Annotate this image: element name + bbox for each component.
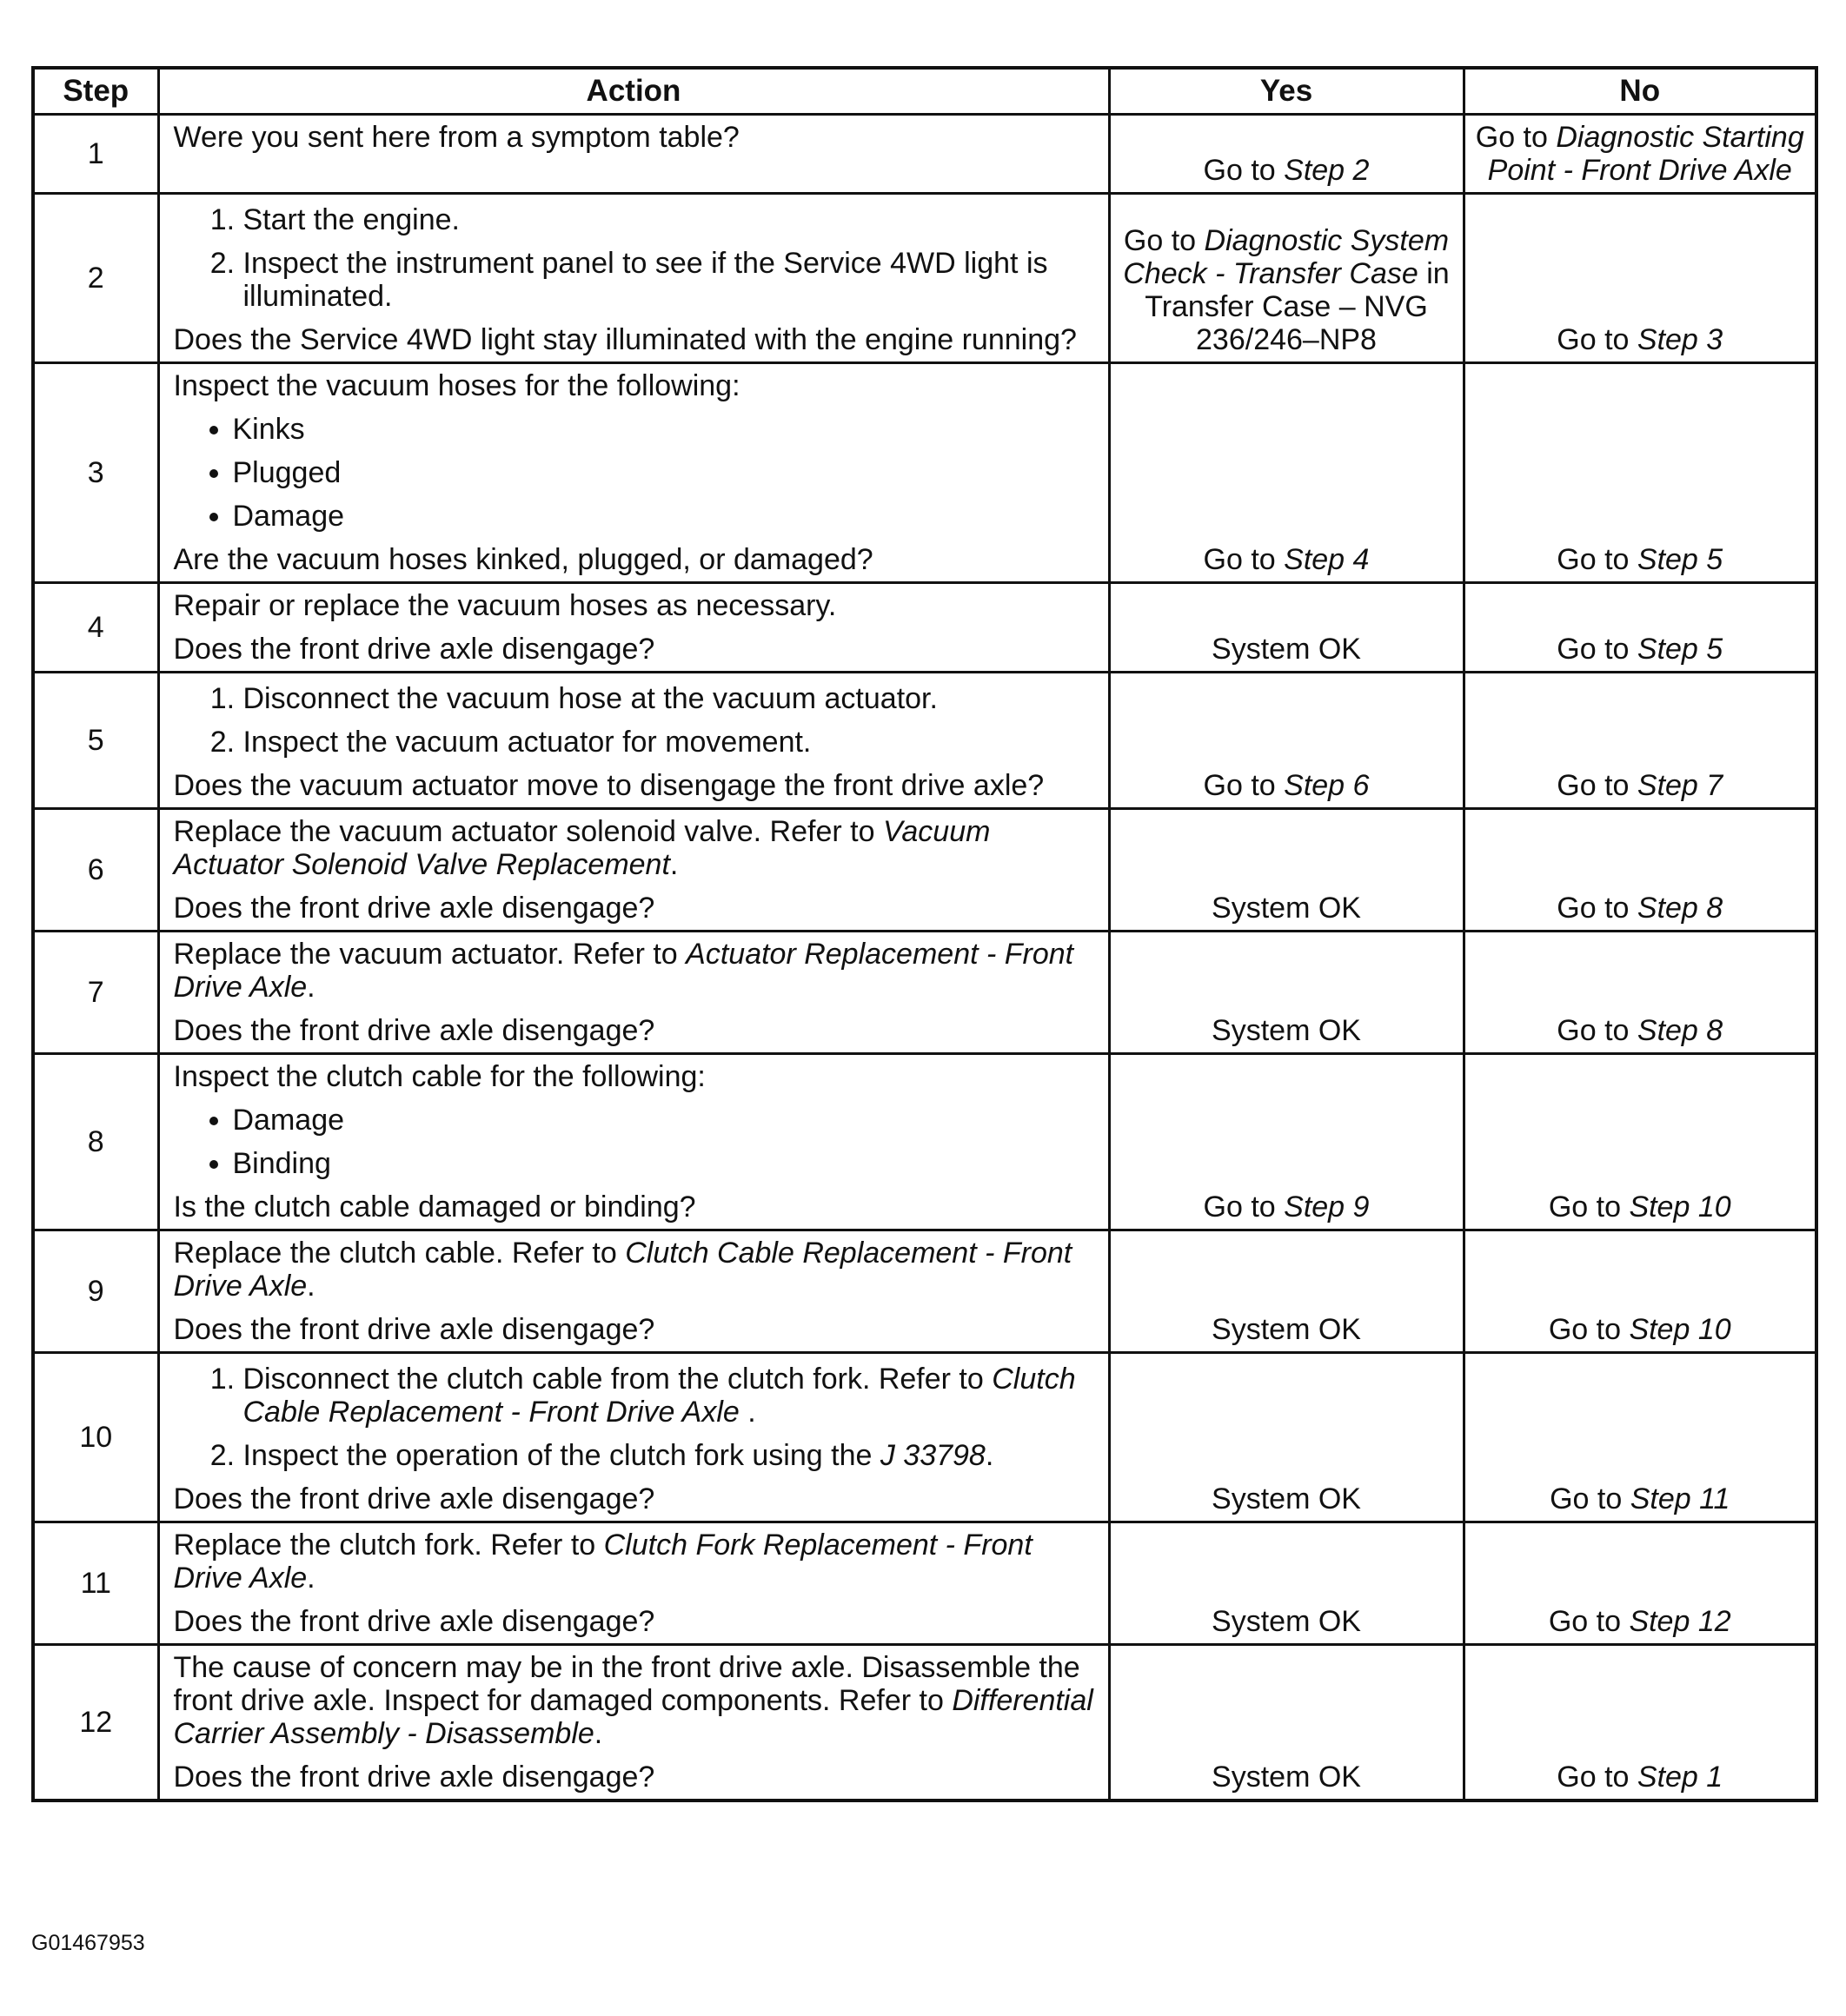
text-run: Go to — [1550, 1482, 1630, 1515]
table-row — [33, 363, 1816, 583]
yes-cell — [1109, 1645, 1464, 1801]
yes-cell — [1109, 809, 1464, 932]
text-run: System OK — [1212, 633, 1361, 666]
reference-text: Clutch Fork Replacement - Front Drive Axle — [173, 1529, 1033, 1595]
action-cell — [158, 115, 1109, 194]
action-cell — [158, 1353, 1109, 1522]
action-paragraph — [174, 1014, 1099, 1047]
reference-text: Clutch Cable Replacement - Front Drive Axle — [242, 1363, 1076, 1429]
table-row — [33, 115, 1816, 194]
text-run: Go to — [1203, 769, 1285, 802]
action-cell — [158, 194, 1109, 363]
text-run: Does the front drive axle disengage? — [173, 1014, 655, 1047]
text-run: . — [307, 971, 315, 1004]
step-number: 5 — [33, 673, 158, 809]
action-paragraph — [174, 1190, 1099, 1224]
diagnostic-table — [31, 66, 1818, 1802]
list-item — [233, 1147, 1099, 1180]
reference-text: Actuator Replacement - Front Drive Axle — [173, 938, 1074, 1004]
step-number: 10 — [33, 1353, 158, 1522]
action-cell — [158, 1645, 1109, 1801]
list-item — [243, 1363, 1099, 1429]
text-run: Does the front drive axle disengage? — [173, 1313, 655, 1346]
yes-cell — [1109, 194, 1464, 363]
text-run: Inspect the operation of the clutch fork using the — [242, 1439, 880, 1472]
text-run: Disconnect the clutch cable from the clutch fork. Refer to — [242, 1363, 993, 1396]
text-run: Inspect the instrument panel to see if the Service 4WD light is illuminated. — [242, 247, 1048, 313]
reference-text: Diagnostic System Check - Transfer Case — [1123, 224, 1450, 290]
reference-text: Differential Carrier Assembly - Disassemble — [173, 1684, 1093, 1750]
list-item — [233, 1104, 1099, 1137]
action-cell — [158, 809, 1109, 932]
reference-text: Step 10 — [1629, 1313, 1731, 1346]
action-paragraph — [174, 633, 1099, 666]
text-run: . — [594, 1717, 603, 1750]
no-cell — [1464, 115, 1816, 194]
text-run: Go to — [1557, 1014, 1637, 1047]
action-cell — [158, 1522, 1109, 1645]
no-cell — [1464, 1645, 1816, 1801]
reference-text: Step 8 — [1637, 892, 1723, 925]
table-row — [33, 1230, 1816, 1353]
step-number: 1 — [33, 115, 158, 194]
numbered-list — [174, 203, 1099, 313]
text-run: Inspect the vacuum actuator for movement. — [242, 726, 812, 759]
action-paragraph — [174, 815, 1099, 881]
yes-cell — [1109, 1230, 1464, 1353]
reference-text: Step 9 — [1284, 1190, 1370, 1224]
action-cell — [158, 1054, 1109, 1230]
header-action: Action — [158, 68, 1109, 115]
step-number: 8 — [33, 1054, 158, 1230]
text-run: System OK — [1212, 1761, 1361, 1794]
action-paragraph — [174, 369, 1099, 402]
text-run: Go to — [1123, 224, 1205, 257]
reference-text: Step 3 — [1637, 323, 1723, 356]
text-run: Are the vacuum hoses kinked, plugged, or damaged? — [173, 543, 873, 576]
text-run: Damage — [232, 1104, 345, 1137]
text-run: Go to — [1548, 1605, 1630, 1638]
text-run: The cause of concern may be in the front drive axle. Disassemble the front drive axle. Inspect for damaged components. Refer to — [173, 1651, 1080, 1717]
text-run: . — [669, 848, 679, 881]
no-cell — [1464, 1230, 1816, 1353]
text-run: Go to — [1557, 892, 1637, 925]
text-run: Does the vacuum actuator move to disengage the front drive axle? — [173, 769, 1045, 802]
list-item — [243, 1439, 1099, 1472]
text-run: System OK — [1212, 1605, 1361, 1638]
no-cell — [1464, 1353, 1816, 1522]
figure-id: G01467953 — [31, 1931, 145, 1955]
yes-cell — [1109, 583, 1464, 673]
text-run: System OK — [1212, 892, 1361, 925]
no-cell — [1464, 1054, 1816, 1230]
text-run: Go to — [1203, 154, 1285, 187]
action-paragraph — [174, 121, 1099, 154]
text-run: Repair or replace the vacuum hoses as necessary. — [173, 589, 837, 622]
text-run: Go to — [1557, 769, 1637, 802]
table-row — [33, 1353, 1816, 1522]
action-cell — [158, 363, 1109, 583]
action-paragraph — [174, 1605, 1099, 1638]
table-row — [33, 932, 1816, 1054]
action-paragraph — [174, 1313, 1099, 1346]
text-run: Go to — [1548, 1190, 1630, 1224]
reference-text: Step 12 — [1629, 1605, 1731, 1638]
no-cell — [1464, 363, 1816, 583]
reference-text: Diagnostic Starting Point - Front Drive Axle — [1487, 121, 1804, 187]
reference-text: Step 5 — [1637, 633, 1723, 666]
yes-cell — [1109, 1353, 1464, 1522]
text-run: Binding — [232, 1147, 331, 1180]
table-row — [33, 1522, 1816, 1645]
yes-cell — [1109, 1054, 1464, 1230]
list-item — [233, 456, 1099, 489]
list-item — [233, 500, 1099, 533]
reference-text: Step 2 — [1284, 154, 1370, 187]
text-run: . — [739, 1396, 756, 1429]
step-number: 3 — [33, 363, 158, 583]
no-cell — [1464, 194, 1816, 363]
step-number: 2 — [33, 194, 158, 363]
text-run: Go to — [1203, 1190, 1285, 1224]
action-paragraph — [174, 938, 1099, 1004]
no-cell — [1464, 583, 1816, 673]
no-cell — [1464, 1522, 1816, 1645]
numbered-list — [174, 682, 1099, 759]
text-run: Replace the vacuum actuator. Refer to — [173, 938, 687, 971]
reference-text: Step 4 — [1284, 543, 1370, 576]
text-run: System OK — [1212, 1482, 1361, 1515]
header-no: No — [1464, 68, 1816, 115]
text-run: Replace the clutch fork. Refer to — [173, 1529, 604, 1562]
bullet-list — [174, 1104, 1099, 1180]
yes-cell — [1109, 363, 1464, 583]
step-number: 9 — [33, 1230, 158, 1353]
no-cell — [1464, 673, 1816, 809]
action-cell — [158, 932, 1109, 1054]
text-run: System OK — [1212, 1014, 1361, 1047]
action-paragraph — [174, 1237, 1099, 1303]
reference-text: Step 8 — [1637, 1014, 1723, 1047]
action-paragraph — [174, 1529, 1099, 1595]
reference-text: Step 11 — [1630, 1482, 1730, 1515]
text-run: Is the clutch cable damaged or binding? — [173, 1190, 696, 1224]
yes-cell — [1109, 673, 1464, 809]
list-item — [243, 682, 1099, 715]
text-run: Plugged — [232, 456, 342, 489]
text-run: Disconnect the vacuum hose at the vacuum actuator. — [242, 682, 938, 715]
text-run: . — [985, 1439, 994, 1472]
text-run: Inspect the vacuum hoses for the following: — [173, 369, 740, 402]
table-row — [33, 1054, 1816, 1230]
action-cell — [158, 1230, 1109, 1353]
action-paragraph — [174, 589, 1099, 622]
reference-text: Step 5 — [1637, 543, 1723, 576]
action-paragraph — [174, 892, 1099, 925]
header-yes: Yes — [1109, 68, 1464, 115]
text-run: Go to — [1557, 323, 1637, 356]
table-row — [33, 809, 1816, 932]
reference-text: Step 6 — [1284, 769, 1370, 802]
reference-text: Vacuum Actuator Solenoid Valve Replacement — [173, 815, 991, 881]
text-run: Does the front drive axle disengage? — [173, 633, 655, 666]
action-paragraph — [174, 323, 1099, 356]
text-run: Does the front drive axle disengage? — [173, 1482, 655, 1515]
yes-cell — [1109, 1522, 1464, 1645]
text-run: Does the front drive axle disengage? — [173, 892, 655, 925]
text-run: Replace the vacuum actuator solenoid valve. Refer to — [173, 815, 883, 848]
text-run: Go to — [1548, 1313, 1630, 1346]
text-run: Kinks — [232, 413, 305, 446]
reference-text: Clutch Cable Replacement - Front Drive Axle — [173, 1237, 1072, 1303]
text-run: Were you sent here from a symptom table? — [173, 121, 740, 154]
text-run: Go to — [1557, 543, 1637, 576]
action-paragraph — [174, 1761, 1099, 1794]
action-paragraph — [174, 1482, 1099, 1515]
text-run: in Transfer Case – NVG 236/246–NP8 — [1145, 257, 1450, 356]
action-paragraph — [174, 769, 1099, 802]
text-run: Start the engine. — [242, 203, 461, 236]
table-row — [33, 1645, 1816, 1801]
text-run: Damage — [232, 500, 345, 533]
text-run: Go to — [1203, 543, 1285, 576]
bullet-list — [174, 413, 1099, 533]
reference-text: Step 7 — [1637, 769, 1723, 802]
yes-cell — [1109, 115, 1464, 194]
reference-text: Step 10 — [1629, 1190, 1731, 1224]
header-step: Step — [33, 68, 158, 115]
yes-cell — [1109, 932, 1464, 1054]
no-cell — [1464, 932, 1816, 1054]
text-run: . — [307, 1562, 315, 1595]
table-body — [33, 115, 1816, 1801]
list-item — [233, 413, 1099, 446]
action-cell — [158, 673, 1109, 809]
numbered-list — [174, 1363, 1099, 1472]
text-run: Go to — [1557, 1761, 1637, 1794]
action-paragraph — [174, 543, 1099, 576]
text-run: . — [307, 1270, 315, 1303]
no-cell — [1464, 809, 1816, 932]
text-run: Does the front drive axle disengage? — [173, 1605, 655, 1638]
table-row — [33, 583, 1816, 673]
step-number: 4 — [33, 583, 158, 673]
table-header-row — [33, 68, 1816, 115]
text-run: Does the front drive axle disengage? — [173, 1761, 655, 1794]
action-paragraph — [174, 1060, 1099, 1093]
action-paragraph — [174, 1651, 1099, 1750]
reference-text: Step 1 — [1637, 1761, 1723, 1794]
text-run: Replace the clutch cable. Refer to — [173, 1237, 626, 1270]
action-cell — [158, 583, 1109, 673]
table-row — [33, 673, 1816, 809]
text-run: Does the Service 4WD light stay illuminated with the engine running? — [173, 323, 1077, 356]
step-number: 7 — [33, 932, 158, 1054]
text-run: Inspect the clutch cable for the following: — [173, 1060, 706, 1093]
list-item — [243, 247, 1099, 313]
step-number: 11 — [33, 1522, 158, 1645]
reference-text: J 33798 — [880, 1439, 986, 1472]
text-run: System OK — [1212, 1313, 1361, 1346]
table-row — [33, 194, 1816, 363]
step-number: 6 — [33, 809, 158, 932]
step-number: 12 — [33, 1645, 158, 1801]
text-run: Go to — [1475, 121, 1557, 154]
list-item — [243, 203, 1099, 236]
text-run: Go to — [1557, 633, 1637, 666]
list-item — [243, 726, 1099, 759]
